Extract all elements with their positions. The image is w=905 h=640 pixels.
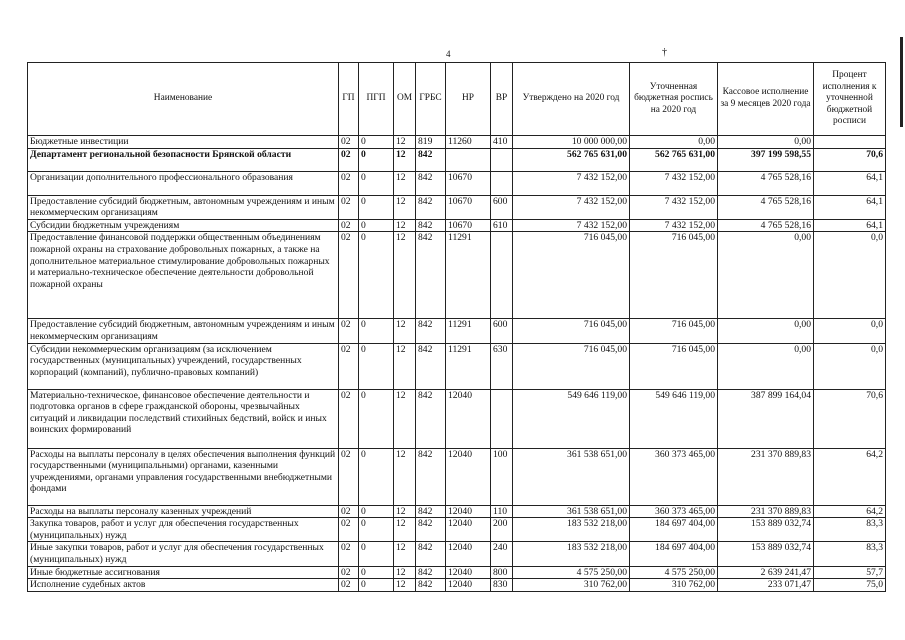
cell-vr [491, 389, 513, 448]
table-row [28, 343, 886, 389]
cell-revised: 716 045,00 [630, 319, 718, 343]
cell-om: 12 [394, 319, 416, 343]
cell-percent: 64,1 [814, 219, 886, 232]
cell-om: 12 [394, 579, 416, 592]
cell-grbs: 842 [416, 195, 446, 219]
cell-vr: 600 [491, 195, 513, 219]
header-revised: Уточненная бюджетная роспись на 2020 год [630, 63, 718, 136]
cell-approved: 361 538 651,00 [513, 505, 630, 518]
header-approved: Утверждено на 2020 год [513, 63, 630, 136]
cell-approved: 10 000 000,00 [513, 136, 630, 149]
cell-revised: 360 373 465,00 [630, 505, 718, 518]
cell-om: 12 [394, 448, 416, 505]
cell-vr: 410 [491, 136, 513, 149]
table-row [28, 219, 886, 232]
cell-pgp: 0 [359, 579, 394, 592]
cell-pgp: 0 [359, 219, 394, 232]
scan-edge-line [900, 37, 903, 127]
cell-nr [446, 148, 491, 171]
cell-name: Иные бюджетные ассигнования [28, 566, 339, 579]
cell-approved: 716 045,00 [513, 319, 630, 343]
cell-cash: 0,00 [718, 343, 814, 389]
cell-gp: 02 [339, 448, 359, 505]
cell-cash: 0,00 [718, 136, 814, 149]
cell-revised: 310 762,00 [630, 579, 718, 592]
cell-percent: 83,3 [814, 542, 886, 566]
header-name: Наименование [28, 63, 339, 136]
table-row [28, 389, 886, 448]
cell-pgp: 0 [359, 448, 394, 505]
cell-nr: 12040 [446, 389, 491, 448]
cell-pgp: 0 [359, 343, 394, 389]
header-row [28, 63, 886, 136]
cell-grbs: 842 [416, 579, 446, 592]
cell-name: Материально-техническое, финансовое обеспечение деятельности и подготовка органов в сфере гражданской обороны, чрезвычайных ситуаций и ликвидации последствий стихийных бедствий, войск и иных воинских формирований [28, 389, 339, 448]
cell-gp: 02 [339, 232, 359, 319]
cell-revised: 716 045,00 [630, 343, 718, 389]
cell-name: Расходы на выплаты персоналу в целях обеспечения выполнения функций государственными (муниципальными) органами, казенными учреждениями, органами управления государственными внебюджетными фондами [28, 448, 339, 505]
cell-grbs: 842 [416, 542, 446, 566]
cell-percent [814, 136, 886, 149]
cell-name: Организации дополнительного профессионального образования [28, 171, 339, 195]
table-row [28, 232, 886, 319]
cell-nr: 12040 [446, 542, 491, 566]
cell-revised: 4 575 250,00 [630, 566, 718, 579]
table-row [28, 448, 886, 505]
budget-execution-table [27, 62, 886, 592]
cell-cash: 231 370 889,83 [718, 448, 814, 505]
cell-nr: 10670 [446, 171, 491, 195]
cell-nr: 12040 [446, 566, 491, 579]
cell-cash: 231 370 889,83 [718, 505, 814, 518]
cell-grbs: 842 [416, 566, 446, 579]
cell-nr: 12040 [446, 448, 491, 505]
cell-approved: 183 532 218,00 [513, 542, 630, 566]
cell-name: Расходы на выплаты персоналу казенных учреждений [28, 505, 339, 518]
cell-vr: 610 [491, 219, 513, 232]
cell-approved: 716 045,00 [513, 343, 630, 389]
cell-name: Субсидии бюджетным учреждениям [28, 219, 339, 232]
cell-om: 12 [394, 232, 416, 319]
cell-cash: 397 199 598,55 [718, 148, 814, 171]
cell-vr [491, 171, 513, 195]
cell-om: 12 [394, 195, 416, 219]
table-row [28, 505, 886, 518]
cell-approved: 7 432 152,00 [513, 195, 630, 219]
cell-grbs: 842 [416, 505, 446, 518]
page-number: 4 [446, 49, 451, 59]
cell-om: 12 [394, 148, 416, 171]
table-row [28, 518, 886, 542]
table-row [28, 171, 886, 195]
cell-name: Предоставление субсидий бюджетным, автономным учреждениям и иным некоммерческим организациям [28, 319, 339, 343]
cell-revised: 562 765 631,00 [630, 148, 718, 171]
cell-approved: 7 432 152,00 [513, 219, 630, 232]
cell-nr: 10670 [446, 195, 491, 219]
cell-pgp: 0 [359, 319, 394, 343]
cell-vr [491, 148, 513, 171]
cell-gp: 02 [339, 136, 359, 149]
cell-pgp: 0 [359, 148, 394, 171]
cell-vr: 200 [491, 518, 513, 542]
cell-gp: 02 [339, 343, 359, 389]
cell-percent: 0,0 [814, 232, 886, 319]
header-om: ОМ [394, 63, 416, 136]
cell-om: 12 [394, 219, 416, 232]
cell-percent: 0,0 [814, 319, 886, 343]
cell-percent: 57,7 [814, 566, 886, 579]
cell-vr: 600 [491, 319, 513, 343]
cell-gp: 02 [339, 389, 359, 448]
cell-cash: 153 889 032,74 [718, 518, 814, 542]
cell-name: Закупка товаров, работ и услуг для обеспечения государственных (муниципальных) нужд [28, 518, 339, 542]
cell-cash: 0,00 [718, 232, 814, 319]
cell-om: 12 [394, 505, 416, 518]
cell-name: Исполнение судебных актов [28, 579, 339, 592]
cell-nr: 11260 [446, 136, 491, 149]
cell-percent: 70,6 [814, 389, 886, 448]
cell-grbs: 842 [416, 343, 446, 389]
cell-nr: 11291 [446, 319, 491, 343]
cell-om: 12 [394, 518, 416, 542]
table-row [28, 579, 886, 592]
cell-revised: 7 432 152,00 [630, 195, 718, 219]
cell-cash: 233 071,47 [718, 579, 814, 592]
cell-cash: 4 765 528,16 [718, 195, 814, 219]
cell-gp: 02 [339, 219, 359, 232]
cell-percent: 0,0 [814, 343, 886, 389]
table-row [28, 319, 886, 343]
cell-pgp: 0 [359, 232, 394, 319]
cell-vr: 800 [491, 566, 513, 579]
cell-gp: 02 [339, 579, 359, 592]
cell-nr: 12040 [446, 579, 491, 592]
cell-percent: 64,1 [814, 171, 886, 195]
cell-grbs: 842 [416, 448, 446, 505]
header-cash: Кассовое исполнение за 9 месяцев 2020 года [718, 63, 814, 136]
cell-om: 12 [394, 542, 416, 566]
cell-cash: 4 765 528,16 [718, 171, 814, 195]
cell-pgp: 0 [359, 566, 394, 579]
cell-gp: 02 [339, 148, 359, 171]
cell-om: 12 [394, 171, 416, 195]
cell-pgp: 0 [359, 518, 394, 542]
cell-vr: 240 [491, 542, 513, 566]
header-percent: Процент исполнения к уточненной бюджетной росписи [814, 63, 886, 136]
cell-cash: 2 639 241,47 [718, 566, 814, 579]
cell-nr: 10670 [446, 219, 491, 232]
cell-gp: 02 [339, 542, 359, 566]
cell-grbs: 842 [416, 171, 446, 195]
cell-grbs: 842 [416, 518, 446, 542]
header-pgp: ПГП [359, 63, 394, 136]
cell-gp: 02 [339, 195, 359, 219]
cell-pgp: 0 [359, 505, 394, 518]
cell-vr: 110 [491, 505, 513, 518]
cell-om: 12 [394, 389, 416, 448]
cell-vr: 630 [491, 343, 513, 389]
cell-name: Бюджетные инвестиции [28, 136, 339, 149]
table-row [28, 148, 886, 171]
cell-revised: 184 697 404,00 [630, 518, 718, 542]
cell-name: Департамент региональной безопасности Брянской области [28, 148, 339, 171]
cell-percent: 83,3 [814, 518, 886, 542]
cell-grbs: 819 [416, 136, 446, 149]
cell-approved: 716 045,00 [513, 232, 630, 319]
cell-name: Иные закупки товаров, работ и услуг для обеспечения государственных (муниципальных) нужд [28, 542, 339, 566]
cell-nr: 12040 [446, 518, 491, 542]
cell-cash: 4 765 528,16 [718, 219, 814, 232]
table-row [28, 136, 886, 149]
cell-grbs: 842 [416, 148, 446, 171]
table-row [28, 195, 886, 219]
cell-name: Предоставление субсидий бюджетным, автономным учреждениям и иным некоммерческим организациям [28, 195, 339, 219]
cell-vr: 830 [491, 579, 513, 592]
cell-pgp: 0 [359, 389, 394, 448]
cell-pgp: 0 [359, 136, 394, 149]
cell-name: Предоставление финансовой поддержки общественным объединениям пожарной охраны на страхование добровольных пожарных, а также на дополнительное материальное стимулирование добровольных пожарных и материально-техническое обеспечение деятельности добровольной пожарной охраны [28, 232, 339, 319]
cell-revised: 360 373 465,00 [630, 448, 718, 505]
cell-nr: 11291 [446, 232, 491, 319]
cell-gp: 02 [339, 518, 359, 542]
cell-percent: 64,2 [814, 505, 886, 518]
cell-pgp: 0 [359, 195, 394, 219]
cell-om: 12 [394, 343, 416, 389]
cell-revised: 0,00 [630, 136, 718, 149]
header-vr: ВР [491, 63, 513, 136]
header-grbs: ГРБС [416, 63, 446, 136]
cell-revised: 7 432 152,00 [630, 219, 718, 232]
dagger-mark: † [662, 47, 667, 58]
cell-nr: 12040 [446, 505, 491, 518]
cell-revised: 716 045,00 [630, 232, 718, 319]
cell-cash: 153 889 032,74 [718, 542, 814, 566]
cell-vr: 100 [491, 448, 513, 505]
cell-approved: 361 538 651,00 [513, 448, 630, 505]
table-row [28, 542, 886, 566]
cell-approved: 562 765 631,00 [513, 148, 630, 171]
cell-pgp: 0 [359, 171, 394, 195]
header-gp: ГП [339, 63, 359, 136]
header-nr: НР [446, 63, 491, 136]
cell-approved: 310 762,00 [513, 579, 630, 592]
cell-name: Субсидии некоммерческим организациям (за исключением государственных (муниципальных) учреждений, государственных корпораций (компаний), публично-правовых компаний) [28, 343, 339, 389]
cell-gp: 02 [339, 319, 359, 343]
cell-revised: 549 646 119,00 [630, 389, 718, 448]
cell-revised: 7 432 152,00 [630, 171, 718, 195]
cell-approved: 4 575 250,00 [513, 566, 630, 579]
cell-percent: 75,0 [814, 579, 886, 592]
cell-revised: 184 697 404,00 [630, 542, 718, 566]
cell-grbs: 842 [416, 389, 446, 448]
cell-cash: 387 899 164,04 [718, 389, 814, 448]
cell-approved: 7 432 152,00 [513, 171, 630, 195]
cell-approved: 549 646 119,00 [513, 389, 630, 448]
cell-vr [491, 232, 513, 319]
cell-gp: 02 [339, 566, 359, 579]
cell-pgp: 0 [359, 542, 394, 566]
cell-grbs: 842 [416, 219, 446, 232]
cell-percent: 70,6 [814, 148, 886, 171]
cell-om: 12 [394, 566, 416, 579]
cell-grbs: 842 [416, 319, 446, 343]
cell-grbs: 842 [416, 232, 446, 319]
cell-percent: 64,2 [814, 448, 886, 505]
cell-gp: 02 [339, 505, 359, 518]
cell-om: 12 [394, 136, 416, 149]
cell-approved: 183 532 218,00 [513, 518, 630, 542]
cell-percent: 64,1 [814, 195, 886, 219]
cell-cash: 0,00 [718, 319, 814, 343]
table-row [28, 566, 886, 579]
cell-nr: 11291 [446, 343, 491, 389]
cell-gp: 02 [339, 171, 359, 195]
